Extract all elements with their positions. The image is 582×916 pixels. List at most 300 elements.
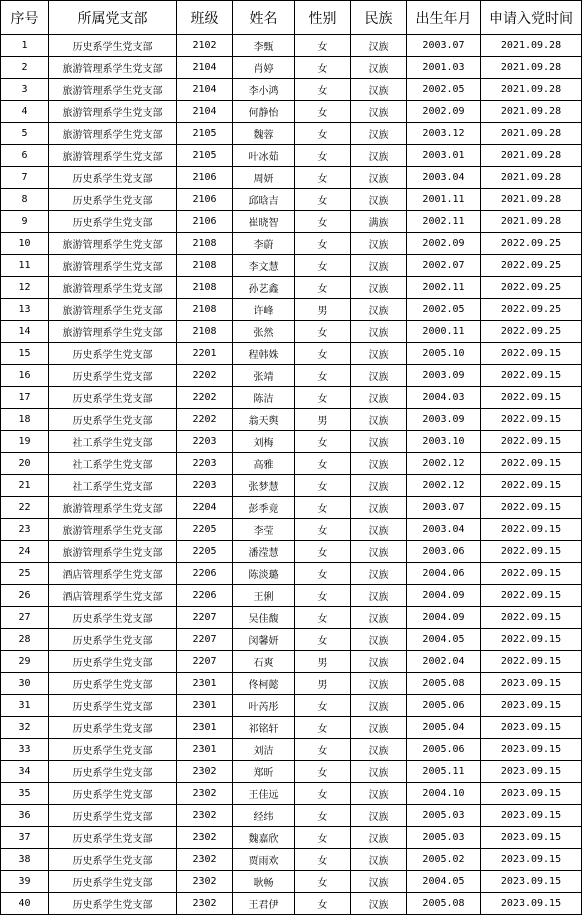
cell-branch: 旅游管理系学生党支部 [49,541,177,563]
cell-birth: 2004.03 [407,387,481,409]
cell-apply-date: 2021.09.28 [481,57,582,79]
cell-name: 王佳远 [233,783,295,805]
table-row [1,849,582,871]
cell-apply-date: 2023.09.15 [481,717,582,739]
cell-name: 闵馨妍 [233,629,295,651]
cell-name: 周妍 [233,167,295,189]
cell-index: 15 [1,343,49,365]
cell-apply-date: 2022.09.15 [481,519,582,541]
cell-birth: 2002.09 [407,101,481,123]
cell-name: 潘滢慧 [233,541,295,563]
cell-apply-date: 2021.09.28 [481,123,582,145]
cell-gender: 女 [295,519,351,541]
cell-apply-date: 2022.09.15 [481,365,582,387]
cell-class: 2106 [177,167,233,189]
cell-birth: 2005.11 [407,761,481,783]
cell-ethnicity: 汉族 [351,255,407,277]
cell-name: 许峰 [233,299,295,321]
cell-ethnicity: 汉族 [351,827,407,849]
cell-apply-date: 2022.09.25 [481,299,582,321]
cell-branch: 历史系学生党支部 [49,849,177,871]
cell-gender: 女 [295,101,351,123]
cell-name: 刘梅 [233,431,295,453]
cell-branch: 历史系学生党支部 [49,695,177,717]
cell-branch: 旅游管理系学生党支部 [49,255,177,277]
cell-class: 2302 [177,871,233,893]
cell-gender: 女 [295,79,351,101]
cell-ethnicity: 汉族 [351,189,407,211]
cell-gender: 男 [295,673,351,695]
cell-index: 14 [1,321,49,343]
cell-apply-date: 2022.09.15 [481,431,582,453]
cell-branch: 旅游管理系学生党支部 [49,145,177,167]
table-row [1,673,582,695]
cell-class: 2104 [177,101,233,123]
cell-index: 9 [1,211,49,233]
cell-index: 16 [1,365,49,387]
cell-branch: 旅游管理系学生党支部 [49,277,177,299]
cell-ethnicity: 汉族 [351,365,407,387]
cell-gender: 女 [295,189,351,211]
cell-index: 38 [1,849,49,871]
cell-name: 李甄 [233,35,295,57]
cell-birth: 2004.09 [407,585,481,607]
cell-gender: 女 [295,277,351,299]
cell-birth: 2003.07 [407,497,481,519]
cell-index: 37 [1,827,49,849]
cell-gender: 女 [295,233,351,255]
cell-name: 叶芮彤 [233,695,295,717]
cell-class: 2207 [177,651,233,673]
cell-class: 2106 [177,189,233,211]
cell-ethnicity: 汉族 [351,805,407,827]
table-row [1,475,582,497]
cell-name: 吴佳馥 [233,607,295,629]
cell-birth: 2003.01 [407,145,481,167]
cell-birth: 2004.05 [407,871,481,893]
cell-birth: 2002.05 [407,299,481,321]
cell-apply-date: 2022.09.25 [481,277,582,299]
cell-branch: 社工系学生党支部 [49,431,177,453]
table-row [1,783,582,805]
cell-apply-date: 2023.09.15 [481,673,582,695]
cell-apply-date: 2022.09.15 [481,541,582,563]
cell-name: 贾雨欢 [233,849,295,871]
header-index: 序号 [1,1,49,35]
cell-name: 程韩姝 [233,343,295,365]
cell-apply-date: 2021.09.28 [481,101,582,123]
cell-class: 2202 [177,365,233,387]
cell-gender: 女 [295,57,351,79]
cell-ethnicity: 汉族 [351,409,407,431]
table-row [1,431,582,453]
cell-index: 8 [1,189,49,211]
cell-class: 2301 [177,695,233,717]
cell-ethnicity: 汉族 [351,57,407,79]
cell-ethnicity: 汉族 [351,563,407,585]
cell-name: 高雅 [233,453,295,475]
cell-ethnicity: 汉族 [351,277,407,299]
cell-birth: 2002.07 [407,255,481,277]
cell-apply-date: 2023.09.15 [481,827,582,849]
cell-class: 2302 [177,827,233,849]
cell-birth: 2005.06 [407,695,481,717]
cell-index: 30 [1,673,49,695]
cell-index: 40 [1,893,49,915]
table-row [1,827,582,849]
cell-birth: 2005.06 [407,739,481,761]
header-branch: 所属党支部 [49,1,177,35]
cell-branch: 历史系学生党支部 [49,629,177,651]
cell-gender: 女 [295,827,351,849]
cell-birth: 2003.07 [407,35,481,57]
cell-apply-date: 2023.09.15 [481,893,582,915]
header-row [1,1,582,35]
cell-ethnicity: 汉族 [351,475,407,497]
cell-index: 7 [1,167,49,189]
cell-index: 25 [1,563,49,585]
cell-birth: 2003.04 [407,167,481,189]
cell-index: 11 [1,255,49,277]
cell-gender: 女 [295,893,351,915]
cell-birth: 2003.12 [407,123,481,145]
header-ethnicity: 民族 [351,1,407,35]
table-row [1,585,582,607]
cell-class: 2108 [177,299,233,321]
cell-name: 魏嘉欣 [233,827,295,849]
cell-gender: 女 [295,387,351,409]
cell-branch: 历史系学生党支部 [49,651,177,673]
cell-apply-date: 2021.09.28 [481,211,582,233]
cell-ethnicity: 汉族 [351,607,407,629]
cell-branch: 历史系学生党支部 [49,607,177,629]
cell-branch: 旅游管理系学生党支部 [49,299,177,321]
cell-apply-date: 2021.09.28 [481,167,582,189]
cell-birth: 2003.04 [407,519,481,541]
cell-index: 21 [1,475,49,497]
cell-index: 28 [1,629,49,651]
cell-class: 2104 [177,57,233,79]
cell-name: 肖婷 [233,57,295,79]
cell-name: 彭季竟 [233,497,295,519]
table-row [1,101,582,123]
cell-class: 2207 [177,629,233,651]
header-gender: 性别 [295,1,351,35]
cell-birth: 2001.03 [407,57,481,79]
cell-name: 魏蓉 [233,123,295,145]
header-class: 班级 [177,1,233,35]
cell-class: 2301 [177,739,233,761]
cell-apply-date: 2023.09.15 [481,849,582,871]
cell-birth: 2005.03 [407,805,481,827]
cell-birth: 2002.12 [407,475,481,497]
cell-gender: 女 [295,255,351,277]
cell-birth: 2002.05 [407,79,481,101]
cell-class: 2108 [177,277,233,299]
cell-class: 2302 [177,849,233,871]
cell-class: 2202 [177,409,233,431]
cell-class: 2302 [177,805,233,827]
cell-branch: 历史系学生党支部 [49,805,177,827]
cell-class: 2302 [177,893,233,915]
cell-birth: 2002.12 [407,453,481,475]
cell-birth: 2005.10 [407,343,481,365]
cell-name: 陈洁 [233,387,295,409]
table-row [1,607,582,629]
table-row [1,79,582,101]
cell-ethnicity: 汉族 [351,541,407,563]
cell-index: 19 [1,431,49,453]
cell-birth: 2001.11 [407,189,481,211]
cell-gender: 女 [295,211,351,233]
cell-name: 李莹 [233,519,295,541]
table-row [1,717,582,739]
cell-class: 2206 [177,563,233,585]
cell-apply-date: 2022.09.15 [481,343,582,365]
cell-birth: 2004.06 [407,563,481,585]
cell-name: 张然 [233,321,295,343]
cell-index: 39 [1,871,49,893]
cell-name: 何静怡 [233,101,295,123]
cell-branch: 旅游管理系学生党支部 [49,57,177,79]
cell-branch: 历史系学生党支部 [49,35,177,57]
cell-birth: 2005.04 [407,717,481,739]
cell-class: 2207 [177,607,233,629]
cell-index: 34 [1,761,49,783]
cell-index: 32 [1,717,49,739]
cell-class: 2105 [177,123,233,145]
cell-name: 张梦慧 [233,475,295,497]
cell-gender: 女 [295,497,351,519]
cell-birth: 2004.09 [407,607,481,629]
cell-name: 陈淡璐 [233,563,295,585]
table-row [1,563,582,585]
cell-ethnicity: 汉族 [351,519,407,541]
cell-gender: 女 [295,695,351,717]
table-row [1,893,582,915]
cell-index: 13 [1,299,49,321]
cell-class: 2108 [177,255,233,277]
cell-birth: 2002.11 [407,211,481,233]
cell-gender: 男 [295,299,351,321]
cell-branch: 历史系学生党支部 [49,893,177,915]
cell-branch: 历史系学生党支部 [49,783,177,805]
cell-ethnicity: 汉族 [351,717,407,739]
cell-apply-date: 2022.09.25 [481,233,582,255]
cell-ethnicity: 汉族 [351,321,407,343]
cell-apply-date: 2022.09.15 [481,453,582,475]
cell-class: 2203 [177,475,233,497]
cell-apply-date: 2023.09.15 [481,761,582,783]
cell-ethnicity: 汉族 [351,871,407,893]
cell-index: 6 [1,145,49,167]
table-row [1,497,582,519]
cell-class: 2102 [177,35,233,57]
cell-ethnicity: 满族 [351,211,407,233]
table-row [1,805,582,827]
cell-ethnicity: 汉族 [351,123,407,145]
cell-name: 祁铭轩 [233,717,295,739]
cell-ethnicity: 汉族 [351,849,407,871]
cell-birth: 2003.09 [407,409,481,431]
cell-index: 18 [1,409,49,431]
cell-index: 5 [1,123,49,145]
cell-birth: 2002.11 [407,277,481,299]
table-header [1,1,582,35]
cell-class: 2201 [177,343,233,365]
table-row [1,541,582,563]
cell-branch: 历史系学生党支部 [49,387,177,409]
cell-ethnicity: 汉族 [351,79,407,101]
cell-apply-date: 2022.09.15 [481,387,582,409]
cell-branch: 旅游管理系学生党支部 [49,321,177,343]
header-birth: 出生年月 [407,1,481,35]
table-row [1,299,582,321]
cell-branch: 历史系学生党支部 [49,673,177,695]
cell-branch: 酒店管理系学生党支部 [49,585,177,607]
cell-ethnicity: 汉族 [351,739,407,761]
cell-gender: 女 [295,871,351,893]
cell-name: 王俐 [233,585,295,607]
cell-apply-date: 2023.09.15 [481,871,582,893]
cell-gender: 女 [295,167,351,189]
cell-ethnicity: 汉族 [351,167,407,189]
header-apply-date: 申请入党时间 [481,1,582,35]
cell-branch: 旅游管理系学生党支部 [49,79,177,101]
cell-ethnicity: 汉族 [351,299,407,321]
cell-name: 叶冰茹 [233,145,295,167]
cell-apply-date: 2022.09.15 [481,497,582,519]
cell-branch: 历史系学生党支部 [49,827,177,849]
cell-class: 2301 [177,717,233,739]
cell-index: 12 [1,277,49,299]
cell-name: 郑昕 [233,761,295,783]
cell-ethnicity: 汉族 [351,695,407,717]
cell-birth: 2000.11 [407,321,481,343]
cell-class: 2204 [177,497,233,519]
cell-index: 22 [1,497,49,519]
cell-gender: 女 [295,761,351,783]
cell-ethnicity: 汉族 [351,145,407,167]
cell-gender: 女 [295,145,351,167]
cell-apply-date: 2022.09.15 [481,475,582,497]
cell-ethnicity: 汉族 [351,431,407,453]
table-row [1,651,582,673]
table-row [1,123,582,145]
table-row [1,57,582,79]
table-row [1,211,582,233]
cell-branch: 历史系学生党支部 [49,761,177,783]
table-row [1,167,582,189]
cell-gender: 男 [295,651,351,673]
cell-name: 耿畅 [233,871,295,893]
table-row [1,343,582,365]
table-row [1,145,582,167]
cell-branch: 历史系学生党支部 [49,409,177,431]
cell-gender: 女 [295,805,351,827]
table-row [1,739,582,761]
cell-branch: 历史系学生党支部 [49,167,177,189]
cell-class: 2108 [177,321,233,343]
table-row [1,35,582,57]
cell-class: 2206 [177,585,233,607]
cell-branch: 历史系学生党支部 [49,189,177,211]
table-row [1,277,582,299]
cell-birth: 2003.09 [407,365,481,387]
cell-index: 1 [1,35,49,57]
cell-branch: 社工系学生党支部 [49,453,177,475]
cell-gender: 女 [295,849,351,871]
cell-branch: 旅游管理系学生党支部 [49,519,177,541]
cell-branch: 旅游管理系学生党支部 [49,101,177,123]
cell-gender: 女 [295,343,351,365]
cell-name: 张靖 [233,365,295,387]
cell-name: 翁天舆 [233,409,295,431]
cell-name: 石爽 [233,651,295,673]
cell-ethnicity: 汉族 [351,387,407,409]
cell-index: 29 [1,651,49,673]
cell-birth: 2002.04 [407,651,481,673]
cell-apply-date: 2023.09.15 [481,695,582,717]
cell-apply-date: 2021.09.28 [481,145,582,167]
cell-class: 2302 [177,761,233,783]
table-row [1,255,582,277]
cell-apply-date: 2022.09.15 [481,629,582,651]
cell-index: 3 [1,79,49,101]
cell-class: 2302 [177,783,233,805]
table-row [1,409,582,431]
cell-index: 20 [1,453,49,475]
cell-index: 10 [1,233,49,255]
cell-gender: 女 [295,475,351,497]
cell-apply-date: 2021.09.28 [481,35,582,57]
cell-ethnicity: 汉族 [351,761,407,783]
cell-ethnicity: 汉族 [351,453,407,475]
cell-branch: 历史系学生党支部 [49,717,177,739]
cell-index: 31 [1,695,49,717]
cell-apply-date: 2022.09.25 [481,321,582,343]
cell-apply-date: 2022.09.15 [481,607,582,629]
cell-ethnicity: 汉族 [351,35,407,57]
cell-index: 35 [1,783,49,805]
cell-apply-date: 2023.09.15 [481,805,582,827]
cell-apply-date: 2022.09.15 [481,651,582,673]
cell-name: 李蔚 [233,233,295,255]
cell-birth: 2005.03 [407,827,481,849]
cell-index: 36 [1,805,49,827]
cell-branch: 历史系学生党支部 [49,871,177,893]
cell-apply-date: 2021.09.28 [481,189,582,211]
table-row [1,321,582,343]
cell-gender: 女 [295,321,351,343]
table-row [1,629,582,651]
cell-birth: 2004.05 [407,629,481,651]
cell-gender: 女 [295,585,351,607]
table-row [1,761,582,783]
cell-name: 王君伊 [233,893,295,915]
cell-ethnicity: 汉族 [351,629,407,651]
cell-class: 2106 [177,211,233,233]
cell-ethnicity: 汉族 [351,101,407,123]
cell-class: 2104 [177,79,233,101]
cell-apply-date: 2022.09.15 [481,585,582,607]
cell-apply-date: 2021.09.28 [481,79,582,101]
table-row [1,519,582,541]
cell-branch: 旅游管理系学生党支部 [49,123,177,145]
cell-gender: 女 [295,123,351,145]
cell-birth: 2005.08 [407,893,481,915]
cell-class: 2108 [177,233,233,255]
